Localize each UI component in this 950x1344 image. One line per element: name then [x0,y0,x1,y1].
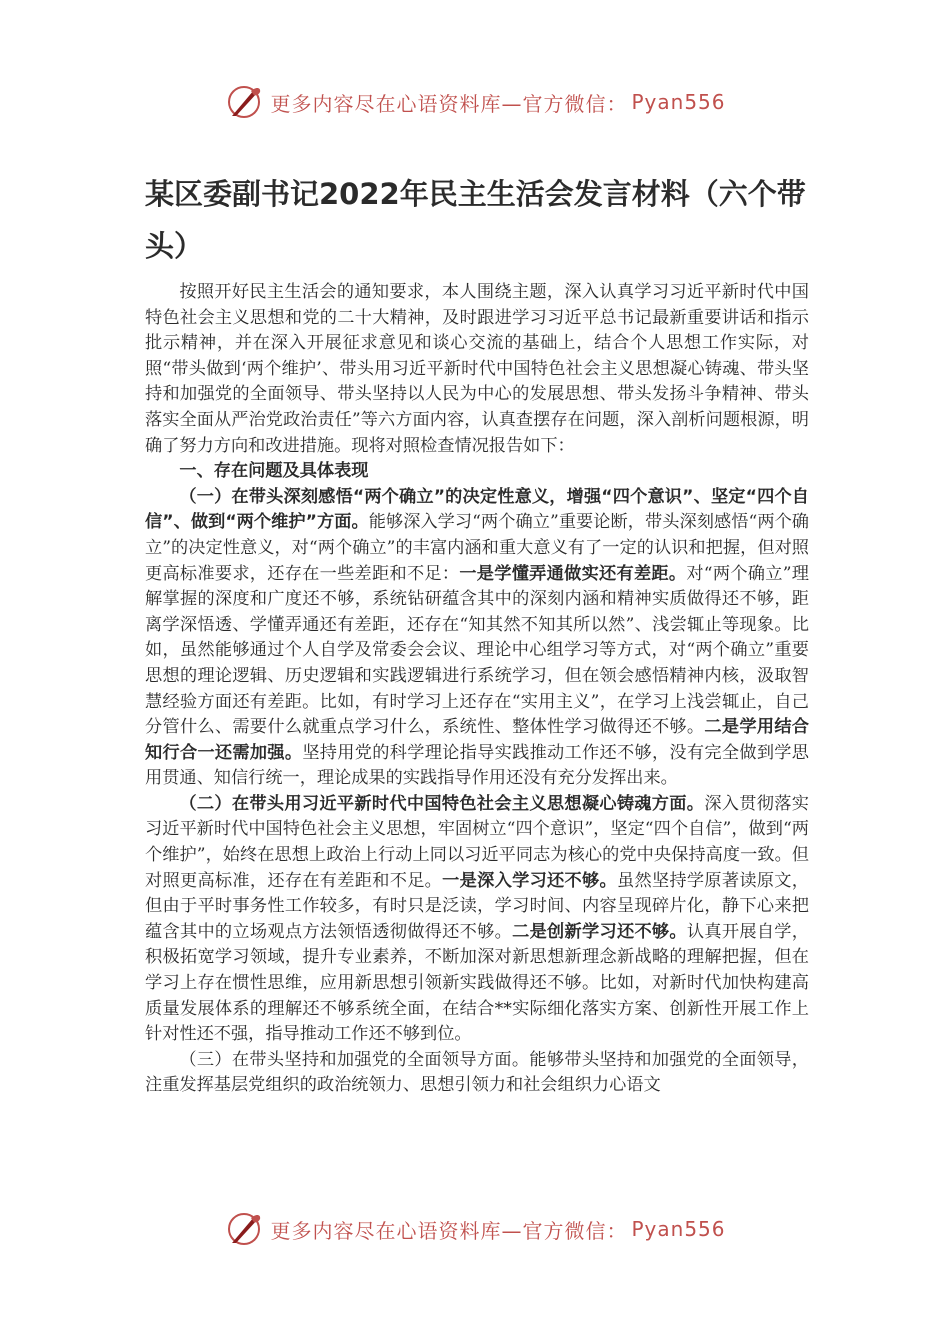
subsection-1-point-2: 二是学用结合知行合一还需加强。 [145,717,809,763]
quill-pen-logo-icon [224,82,264,122]
subsection-1-text-2: 对“两个确立”理解掌握的深度和广度还不够，系统钻研蕴含其中的深刻内涵和精神实质做得还不够，距离学深悟透、学懂弄通还有差距，还存在“知其然不知其所以然”、浅尝辄止等现象。比如，虽然能够通过个人自学及常委会会议、理论中心组学习等方式，对“两个确立”重要思想的理论逻辑、历史逻辑和实践逻辑进行系统学习，但在领会感悟精神内核，汲取智慧经验方面还有差距。比如，有时学习上还存在“实用主义”，在学习上浅尝辄止，自己分管什么、需要什么就重点学习什么，系统性、整体性学习做得还不够。 [145,563,809,738]
subsection-1-text: 能够深入学习“两个确立”重要论断，带头深刻感悟“两个确立”的决定性意义，对“两个确立”的丰富内涵和重大意义有了一定的认识和把握，但对照更高标准要求，还存在一些差距和不足： [145,512,809,584]
page-title: 某区委副书记2022年民主生活会发言材料（六个带头） [145,177,806,263]
subsection-2 [145,792,809,1048]
subsection-2-text-3: 认真开展自学，积极拓宽学习领域，提升专业素养，不断加深对新思想新理念新战略的理解把握，但在学习上存在惯性思维，应用新思想引领新实践做得还不够。比如，对新时代加快构建高质量发展体系的理解还不够系统全面，在结合**实际细化落实方案、创新性开展工作上针对性还不强，指导推动工作还不够到位。 [145,921,809,1045]
subsection-1-text-3: 坚持用党的科学理论指导实践推动工作还不够，没有完全做到学思用贯通、知信行统一，理论成果的实践指导作用还没有充分发挥出来。 [145,742,809,789]
subsection-3 [145,1048,809,1099]
subsection-2-text-2: 虽然坚持学原著读原文，但由于平时事务性工作较多，有时只是泛读，学习时间、内容呈现碎片化，静下心来把蕴含其中的立场观点方法领悟透彻做得还不够。 [145,870,809,942]
subsection-3-heading: （三）在带头坚持和加强党的全面领导方面。 [179,1049,530,1070]
document-body [145,280,809,1099]
subsection-1-point-1: 一是学懂弄通做实还有差距。 [459,563,687,584]
subsection-2-point-2: 二是创新学习还不够。 [512,921,687,942]
wechat-id: Pyan556 [631,1217,726,1241]
subsection-1 [145,485,809,792]
footer-watermark-banner [0,1209,950,1249]
wechat-id: Pyan556 [631,90,726,114]
subsection-3-text: 能够带头坚持和加强党的全面领导，注重发挥基层党组织的政治统领力、思想引领力和社会组织力心语文 [145,1049,809,1096]
subsection-2-heading: （二）在带头用习近平新时代中国特色社会主义思想凝心铸魂方面。 [179,793,705,814]
header-watermark-banner [0,82,950,122]
subsection-2-point-1: 一是深入学习还不够。 [442,870,617,891]
section-heading: 一、存在问题及具体表现 [179,461,369,482]
subsection-2-text: 深入贯彻落实习近平新时代中国特色社会主义思想，牢固树立“四个意识”，坚定“四个自信”，做到“两个维护”，始终在思想上政治上行动上同以习近平同志为核心的党中央保持高度一致。但对照更高标准，还存在有差距和不足。 [145,793,809,891]
intro-paragraph: 按照开好民主生活会的通知要求，本人围绕主题，深入认真学习习近平新时代中国特色社会主义思想和党的二十大精神，及时跟进学习习近平总书记最新重要讲话和指示批示精神，并在深入开展征求意见和谈心交流的基础上，结合个人思想工作实际，对照“带头做到‘两个维护’、带头用习近平新时代中国特色社会主义思想凝心铸魂、带头坚持和加强党的全面领导、带头坚持以人民为中心的发展思想、带头发扬斗争精神、带头落实全面从严治党政治责任”等六方面内容，认真查摆存在问题，深入剖析问题根源，明确了努力方向和改进措施。现将对照检查情况报告如下： [145,282,809,456]
banner-text: 更多内容尽在心语资料库—官方微信： [270,1218,628,1243]
banner-text: 更多内容尽在心语资料库—官方微信： [270,91,628,116]
subsection-1-heading: （一）在带头深刻感悟“两个确立”的决定性意义，增强“四个意识”、坚定“四个自信”、做到“两个维护”方面。 [145,486,809,533]
quill-pen-logo-icon [224,1209,264,1249]
